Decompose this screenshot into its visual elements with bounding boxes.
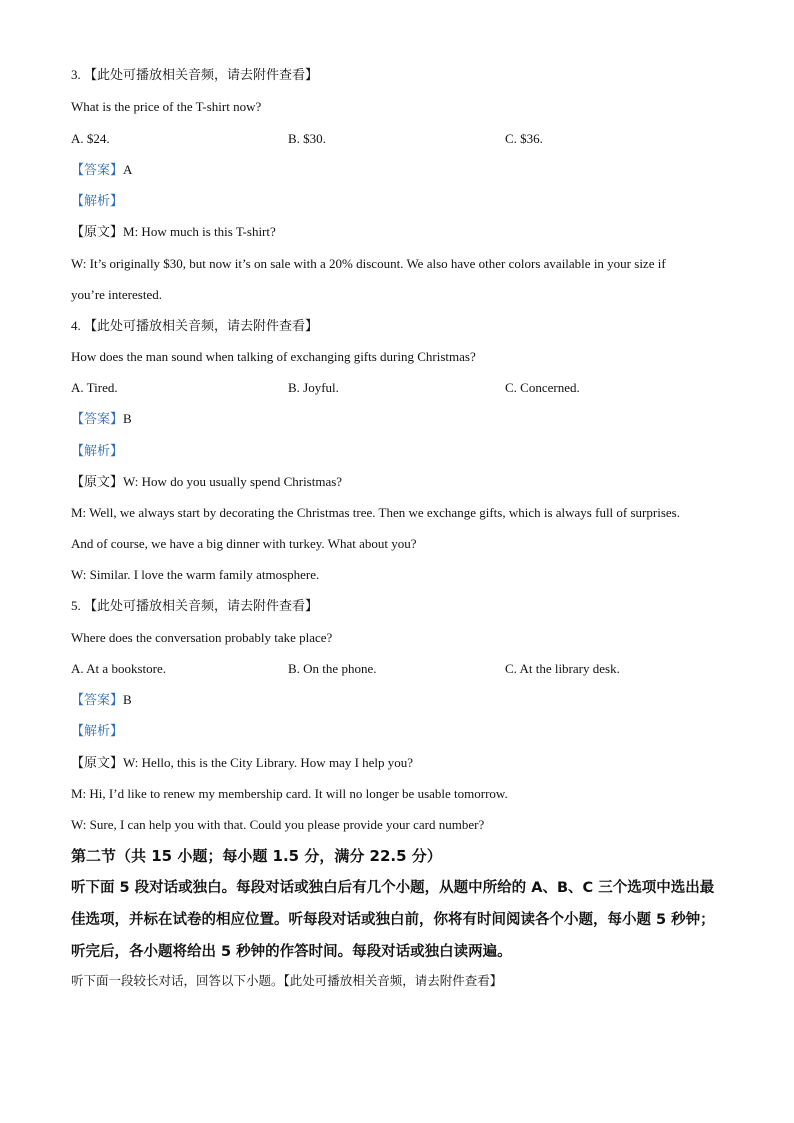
question-5-option-c: C. At the library desk. — [505, 661, 620, 676]
question-4-transcript-line: M: Well, we always start by decorating the Christmas tree. Then we exchange gifts, which is always full of surprises. — [71, 505, 680, 520]
question-5-header — [71, 597, 318, 616]
question-3-option-b: B. $30. — [288, 131, 326, 146]
answer-value: B — [123, 411, 132, 426]
original-tag: 【原文】 — [71, 225, 124, 240]
question-3-transcript-line — [71, 223, 276, 242]
analysis-tag: 【解析】 — [71, 444, 124, 459]
question-3-option-c: C. $36. — [505, 131, 543, 146]
audio-note: 【此处可播放相关音频，请去附件查看】 — [84, 68, 319, 83]
question-4-transcript-line: And of course, we have a big dinner with turkey. What about you? — [71, 536, 417, 551]
question-4-transcript-line — [71, 473, 342, 492]
question-3-text: What is the price of the T-shirt now? — [71, 99, 262, 114]
question-number: 3. — [71, 67, 81, 82]
audio-note: 【此处可播放相关音频，请去附件查看】 — [84, 319, 319, 334]
transcript-text: M: How much is this T-shirt? — [123, 224, 276, 239]
analysis-tag: 【解析】 — [71, 194, 124, 209]
question-number: 4. — [71, 318, 81, 333]
question-4-transcript-line: W: Similar. I love the warm family atmosphere. — [71, 567, 320, 582]
question-3-transcript-line: you’re interested. — [71, 287, 162, 302]
answer-tag: 【答案】 — [71, 412, 124, 427]
question-4-answer — [71, 410, 132, 429]
section-2-lead: 听下面一段较长对话，回答以下小题。【此处可播放相关音频，请去附件查看】 — [71, 973, 503, 988]
question-4-text: How does the man sound when talking of exchanging gifts during Christmas? — [71, 349, 476, 364]
transcript-text: W: How do you usually spend Christmas? — [123, 474, 343, 489]
question-5-answer — [71, 691, 132, 710]
question-4-header — [71, 317, 318, 336]
audio-note: 【此处可播放相关音频，请去附件查看】 — [84, 599, 319, 614]
question-3-analysis — [71, 192, 123, 211]
original-tag: 【原文】 — [71, 756, 124, 771]
question-5-option-b: B. On the phone. — [288, 661, 377, 676]
transcript-text: W: Hello, this is the City Library. How may I help you? — [123, 755, 414, 770]
question-5-transcript-line: M: Hi, I’d like to renew my membership card. It will no longer be usable tomorrow. — [71, 786, 508, 801]
question-5-text: Where does the conversation probably take place? — [71, 630, 333, 645]
question-5-option-a: A. At a bookstore. — [71, 661, 166, 676]
question-4-option-b: B. Joyful. — [288, 380, 339, 395]
question-3-transcript-line: W: It’s originally $30, but now it’s on sale with a 20% discount. We also have other colors available in your size if — [71, 256, 666, 271]
question-4-option-c: C. Concerned. — [505, 380, 580, 395]
original-tag: 【原文】 — [71, 475, 124, 490]
question-5-analysis — [71, 722, 123, 741]
question-number: 5. — [71, 598, 81, 613]
section-2-title: 第二节（共 15 小题；每小题 1.5 分，满分 22.5 分） — [71, 847, 442, 865]
answer-value: A — [123, 162, 133, 177]
section-2-instructions: 听下面 5 段对话或独白。每段对话或独白后有几个小题，从题中所给的 A、B、C 三个选项中选出最佳选项，并标在试卷的相应位置。听每段对话或独白前，你将有时间阅读各个小题，每小题 5 秒钟；听完后，各小题将给出 5 秒钟的作答时间。每段对话或独白读两遍。 — [71, 880, 715, 960]
question-5-transcript-line: W: Sure, I can help you with that. Could you please provide your card number? — [71, 817, 485, 832]
answer-value: B — [123, 692, 132, 707]
question-3-answer — [71, 161, 132, 180]
question-4-analysis — [71, 442, 123, 461]
answer-tag: 【答案】 — [71, 163, 124, 178]
answer-tag: 【答案】 — [71, 693, 124, 708]
question-3-option-a: A. $24. — [71, 131, 110, 146]
question-5-transcript-line — [71, 754, 413, 773]
question-3-header — [71, 66, 318, 85]
analysis-tag: 【解析】 — [71, 724, 124, 739]
question-4-option-a: A. Tired. — [71, 380, 118, 395]
